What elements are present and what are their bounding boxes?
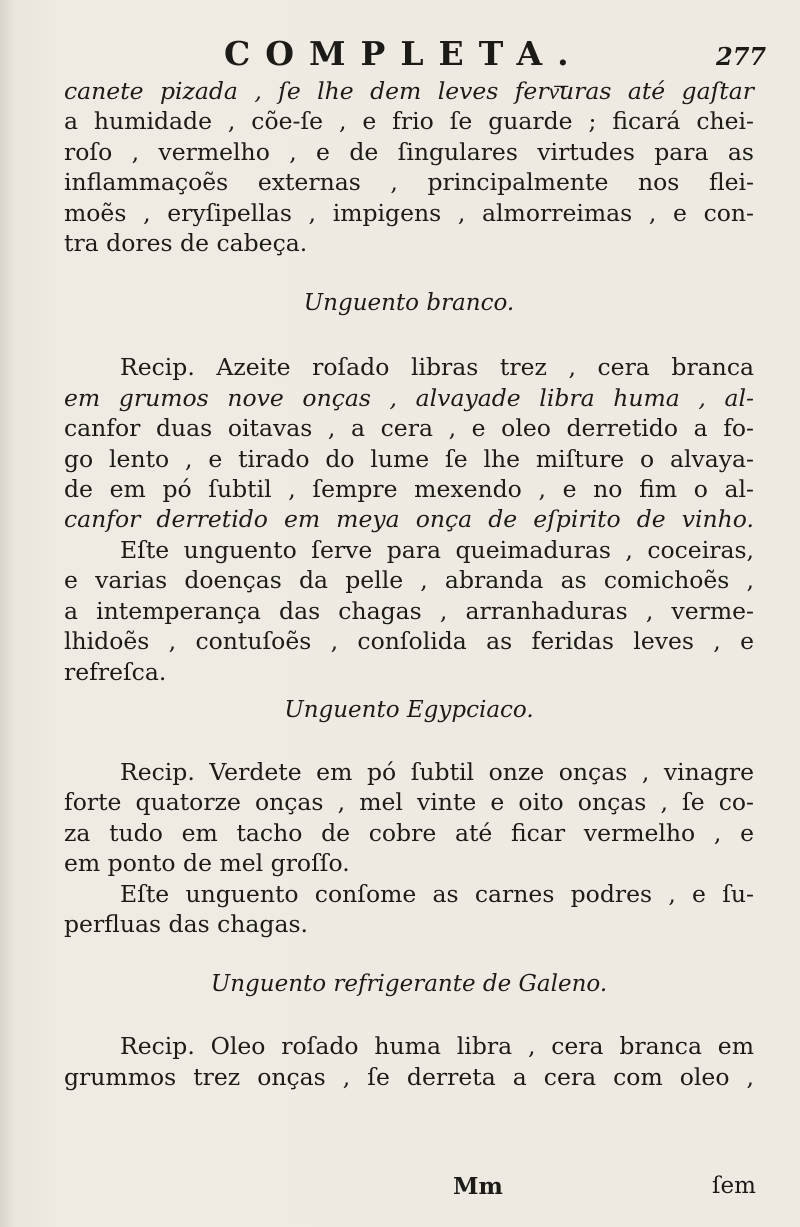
recipe-branco — [64, 352, 754, 686]
text-line: Recip. Oleo roſado huma libra , cera branca em — [120, 1032, 754, 1061]
section-heading-galeno: Unguento refrigerante de Galeno. — [210, 971, 608, 998]
text-line: canfor duas oitavas , a cera , e oleo derretido a fo- — [64, 414, 754, 443]
text-line: Eſte unguento conſome as carnes podres , e ſu- — [120, 879, 754, 908]
text-line: em ponto de mel groſſo. — [64, 849, 350, 878]
text-line: perfluas das chagas. — [64, 909, 309, 938]
recipe-galeno — [64, 1031, 754, 1092]
intro-paragraph — [64, 76, 754, 258]
catchword: ſem — [712, 1173, 756, 1199]
text-line: forte quatorze onças , mel vinte e oito onças , ſe co- — [64, 788, 754, 817]
running-title: COMPLETA. — [224, 34, 584, 73]
signature-mark: Mm — [453, 1173, 503, 1200]
text-line: roſo , vermelho , e de ſingulares virtudes para as — [64, 137, 754, 166]
text-line: Recip. Verdete em pó ſubtil onze onças , vinagre — [120, 757, 754, 786]
text-line: grummos trez onças , ſe derreta a cera com oleo , — [64, 1062, 754, 1091]
text-line: canfor derretido em meya onça de eſpirito de vinho. — [64, 505, 754, 534]
text-line: Eſte unguento ſerve para queimaduras , coceiras, — [120, 535, 754, 564]
text-line: lhidoẽs , contuſoẽs , conſolida as feridas leves , e — [64, 627, 754, 656]
text-line: a humidade , cõe-ſe , e frio ſe guarde ; ficará chei- — [64, 107, 754, 136]
text-line: canete pizada , ſe lhe dem leves ferv͞uras até gaſtar — [64, 77, 754, 105]
page-body — [64, 76, 754, 1092]
text-line: moẽs , eryſipellas , impigens , almorreimas , e con- — [64, 198, 754, 227]
text-line: a intemperança das chagas , arranhaduras , verme- — [64, 596, 754, 625]
text-line: za tudo em tacho de cobre até ficar vermelho , e — [64, 818, 754, 847]
page-header — [0, 28, 800, 82]
text-line: refreſca. — [64, 657, 167, 686]
section-heading-egypciaco: Unguento Egypciaco. — [284, 696, 534, 723]
text-line: inflammaçoẽs externas , principalmente nos flei- — [64, 168, 754, 197]
text-line: tra dores de cabeça. — [64, 229, 308, 258]
text-line: de em pó ſubtil , ſempre mexendo , e no fim o al- — [64, 475, 754, 504]
page-number: 277 — [716, 42, 767, 71]
text-line: go lento , e tirado do lume ſe lhe miſture o alvaya- — [64, 444, 754, 473]
section-heading-branco: Unguento branco. — [303, 290, 515, 317]
text-line: em grumos nove onças , alvayade libra huma , al- — [64, 383, 754, 412]
text-line: Recip. Azeite roſado libras trez , cera branca — [120, 353, 754, 382]
recipe-egypciaco — [64, 757, 754, 939]
text-line: e varias doenças da pelle , abranda as comichoẽs , — [64, 566, 754, 595]
